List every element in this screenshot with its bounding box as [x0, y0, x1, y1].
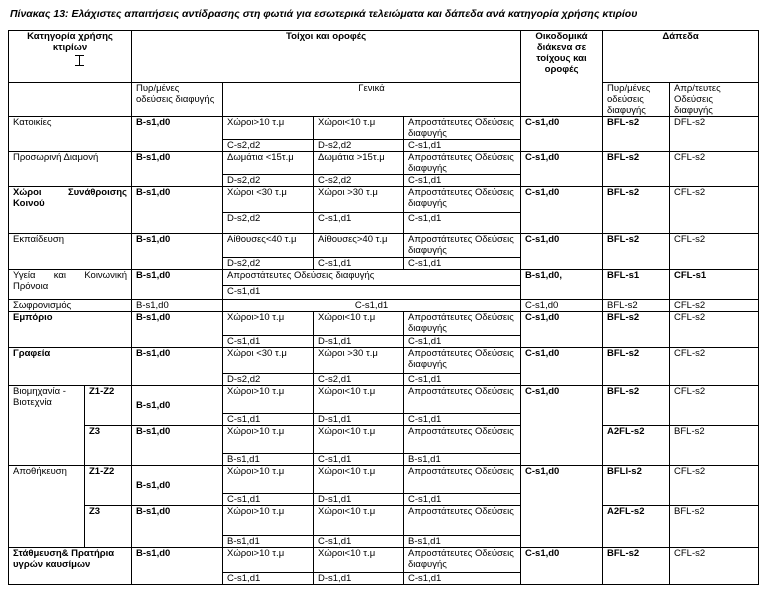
general-cell: C-s1,d1 — [314, 536, 404, 548]
category-label: Κατοικίες — [9, 117, 132, 152]
protected-value: B-s1,d0 — [132, 548, 223, 585]
general-cell: Απροστάτευτες Οδεύσεις διαφυγής — [404, 117, 521, 140]
table-row — [9, 466, 759, 494]
general-cell: Χώροι>10 τ.μ — [223, 506, 314, 536]
category-label: Προσωρινή Διαμονή — [9, 152, 132, 187]
protected-value: B-s1,d0 — [132, 466, 223, 506]
floor-protected-value: BFL-s2 — [603, 117, 670, 152]
category-label: Χώροι Συνάθροισης Κοινού — [9, 187, 132, 234]
general-cell: C-s1,d1 — [223, 336, 314, 348]
general-cell: C-s1,d1 — [314, 454, 404, 466]
general-cell: Απροστάτευτες Οδεύσεις διαφυγής — [404, 348, 521, 374]
text-cursor-icon — [79, 55, 80, 66]
gap-value: C-s1,d0 — [521, 466, 603, 548]
category-label: Γραφεία — [9, 348, 132, 386]
general-cell: C-s1,d1 — [404, 258, 521, 270]
general-cell: Απροστάτευτες Οδεύσεις διαφυγής — [404, 234, 521, 258]
general-cell: B-s1,d1 — [404, 454, 521, 466]
floor-protected-value: BFLl-s2 — [603, 466, 670, 506]
general-cell: C-s1,d1 — [314, 213, 404, 234]
subcategory-label: Z3 — [85, 506, 132, 548]
gap-value: C-s1,d0 — [521, 386, 603, 466]
floor-unprotected-value: CFL-s2 — [670, 548, 759, 585]
subcategory-label: Z3 — [85, 426, 132, 466]
general-cell: Χώροι>10 τ.μ — [223, 466, 314, 494]
gap-value: C-s1,d0 — [521, 152, 603, 187]
general-cell: C-s1,d1 — [223, 300, 521, 312]
general-cell: C-s1,d1 — [404, 213, 521, 234]
general-cell: B-s1,d1 — [223, 536, 314, 548]
protected-value: B-s1,d0 — [132, 117, 223, 152]
general-cell: C-s2,d1 — [314, 374, 404, 386]
gap-value: C-s1,d0 — [521, 548, 603, 585]
floor-protected-value: BFL-s2 — [603, 386, 670, 426]
floor-unprotected-value: CFL-s2 — [670, 300, 759, 312]
header-category: Κατηγορία χρήσης κτιρίων — [9, 31, 132, 83]
header-floors: Δάπεδα — [603, 31, 759, 83]
table-row — [9, 234, 759, 258]
table-row — [9, 506, 759, 536]
floor-unprotected-value: CFL-s1 — [670, 270, 759, 300]
floor-protected-value: BFL-s2 — [603, 300, 670, 312]
general-cell: D-s2,d2 — [223, 258, 314, 270]
floor-protected-value: BFL-s2 — [603, 348, 670, 386]
gap-value: B-s1,d0, — [521, 270, 603, 300]
general-cell: Απροστάτευτες Οδεύσεις — [404, 386, 521, 414]
general-cell: C-s2,d2 — [223, 140, 314, 152]
general-cell: Χώροι>10 τ.μ — [223, 312, 314, 336]
table-row — [9, 270, 759, 286]
gap-value: C-s1,d0 — [521, 312, 603, 348]
table-row — [9, 426, 759, 454]
general-cell: C-s1,d1 — [223, 573, 314, 585]
floor-unprotected-value: DFL-s2 — [670, 117, 759, 152]
general-cell: Χώροι<10 τ.μ — [314, 386, 404, 414]
general-cell: Απροστάτευτες Οδεύσεις — [404, 426, 521, 454]
general-cell: D-s2,d2 — [223, 213, 314, 234]
general-cell: C-s1,d1 — [404, 573, 521, 585]
table-row — [9, 187, 759, 213]
general-cell: C-s1,d1 — [404, 175, 521, 187]
table-caption: Πίνακας 13: Ελάχιστες απαιτήσεις αντίδρασης στη φωτιά για εσωτερικά τελειώματα και δάπεδα ανά κατηγορία χρήσης κτιρίου — [10, 8, 638, 20]
general-cell: Χώροι>10 τ.μ — [223, 426, 314, 454]
general-cell: Χώροι >30 τ.μ — [314, 348, 404, 374]
general-cell: D-s1,d1 — [314, 494, 404, 506]
subheader-protected-routes: Πυρ/μένες οδεύσεις διαφυγής — [132, 83, 223, 117]
floor-unprotected-value: BFL-s2 — [670, 506, 759, 548]
floor-unprotected-value: CFL-s2 — [670, 386, 759, 426]
general-cell: Χώροι <30 τ.μ — [223, 187, 314, 213]
header-building-gaps: Οικοδομικά διάκενα σε τοίχους και οροφές — [521, 31, 603, 117]
general-cell: C-s1,d1 — [223, 494, 314, 506]
floor-unprotected-value: CFL-s2 — [670, 234, 759, 270]
general-cell: Χώροι >30 τ.μ — [314, 187, 404, 213]
floor-protected-value: BFL-s2 — [603, 152, 670, 187]
floor-unprotected-value: CFL-s2 — [670, 348, 759, 386]
header-row — [9, 31, 759, 83]
gap-value: C-s1,d0 — [521, 234, 603, 270]
general-cell: Χώροι>10 τ.μ — [223, 117, 314, 140]
general-cell: C-s1,d1 — [223, 414, 314, 426]
general-cell: C-s2,d2 — [314, 175, 404, 187]
floor-protected-value: A2FL-s2 — [603, 426, 670, 466]
gap-value: C-s1,d0 — [521, 300, 603, 312]
table-row — [9, 300, 759, 312]
table-row — [9, 386, 759, 414]
fire-reaction-table — [8, 30, 759, 585]
general-cell: Χώροι>10 τ.μ — [223, 386, 314, 414]
protected-value: B-s1,d0 — [132, 348, 223, 386]
table-row — [9, 312, 759, 336]
floor-protected-value: A2FL-s2 — [603, 506, 670, 548]
table-row — [9, 548, 759, 573]
table-row — [9, 348, 759, 374]
protected-value: B-s1,d0 — [132, 152, 223, 187]
general-cell: Χώροι<10 τ.μ — [314, 506, 404, 536]
floor-protected-value: BFL-s2 — [603, 312, 670, 348]
general-cell: B-s1,d1 — [223, 454, 314, 466]
subcategory-label: Z1-Z2 — [85, 466, 132, 506]
general-cell: Αίθουσες>40 τ.μ — [314, 234, 404, 258]
general-cell: Χώροι<10 τ.μ — [314, 548, 404, 573]
general-cell: C-s1,d1 — [404, 140, 521, 152]
general-cell: Απροστάτευτες Οδεύσεις — [404, 506, 521, 536]
category-label: Βιομηχανία - Βιοτεχνία — [9, 386, 85, 466]
general-cell: Χώροι<10 τ.μ — [314, 466, 404, 494]
general-cell: D-s1,d1 — [314, 336, 404, 348]
subheader-floor-unprotected: Απρ/τευτες Οδεύσεις διαφυγής — [670, 83, 759, 117]
floor-unprotected-value: CFL-s2 — [670, 152, 759, 187]
general-cell: Απροστάτευτες Οδεύσεις διαφυγής — [404, 312, 521, 336]
gap-value: C-s1,d0 — [521, 117, 603, 152]
general-cell: C-s1,d1 — [314, 258, 404, 270]
table-row — [9, 152, 759, 175]
general-cell: Χώροι<10 τ.μ — [314, 426, 404, 454]
protected-value: B-s1,d0 — [132, 270, 223, 300]
general-cell: Απροστάτευτες Οδεύσεις — [404, 466, 521, 494]
category-label: Εμπόριο — [9, 312, 132, 348]
protected-value: B-s1,d0 — [132, 386, 223, 426]
floor-protected-value: BFL-s1 — [603, 270, 670, 300]
general-cell: Χώροι>10 τ.μ — [223, 548, 314, 573]
category-label: Στάθμευση& Πρατήρια υγρών καυσίμων — [9, 548, 132, 585]
subcategory-label: Z1-Z2 — [85, 386, 132, 426]
floor-unprotected-value: CFL-s2 — [670, 187, 759, 234]
gap-value: C-s1,d0 — [521, 187, 603, 234]
floor-protected-value: BFL-s2 — [603, 187, 670, 234]
floor-protected-value: BFL-s2 — [603, 234, 670, 270]
gap-value: C-s1,d0 — [521, 348, 603, 386]
floor-protected-value: BFL-s2 — [603, 548, 670, 585]
subheader-empty — [9, 83, 132, 117]
general-cell: Δωμάτια >15τ.μ — [314, 152, 404, 175]
general-cell: D-s2,d2 — [314, 140, 404, 152]
general-cell: D-s2,d2 — [223, 175, 314, 187]
floor-unprotected-value: BFL-s2 — [670, 426, 759, 466]
general-cell: C-s1,d1 — [404, 374, 521, 386]
protected-value: B-s1,d0 — [132, 312, 223, 348]
protected-value: B-s1,d0 — [132, 300, 223, 312]
floor-unprotected-value: CFL-s2 — [670, 312, 759, 348]
category-label: Εκπαίδευση — [9, 234, 132, 270]
subheader-general: Γενικά — [223, 83, 521, 117]
general-cell: D-s2,d2 — [223, 374, 314, 386]
general-cell: Απροστάτευτες Οδεύσεις διαφυγής — [404, 187, 521, 213]
category-label: Υγεία και Κοινωνική Πρόνοια — [9, 270, 132, 300]
general-cell: C-s1,d1 — [223, 286, 521, 300]
general-cell: Χώροι <30 τ.μ — [223, 348, 314, 374]
general-cell: Δωμάτια <15τ.μ — [223, 152, 314, 175]
general-cell: Αίθουσες<40 τ.μ — [223, 234, 314, 258]
subheader-floor-protected: Πυρ/μένες οδεύσεις διαφυγής — [603, 83, 670, 117]
protected-value: B-s1,d0 — [132, 234, 223, 270]
general-cell: C-s1,d1 — [404, 494, 521, 506]
general-cell: C-s1,d1 — [404, 414, 521, 426]
general-cell: D-s1,d1 — [314, 414, 404, 426]
general-cell: C-s1,d1 — [404, 336, 521, 348]
floor-unprotected-value: CFL-s2 — [670, 466, 759, 506]
category-label: Σωφρονισμός — [9, 300, 132, 312]
header-walls-ceilings: Τοίχοι και οροφές — [132, 31, 521, 83]
table-row — [9, 117, 759, 140]
category-label: Αποθήκευση — [9, 466, 85, 548]
general-cell: Απροστάτευτες Οδεύσεις διαφυγής — [404, 152, 521, 175]
general-cell: Απροστάτευτες Οδεύσεις διαφυγής — [404, 548, 521, 573]
general-cell: B-s1,d1 — [404, 536, 521, 548]
general-cell: Χώροι<10 τ.μ — [314, 312, 404, 336]
general-cell: D-s1,d1 — [314, 573, 404, 585]
general-cell: Απροστάτευτες Οδεύσεις διαφυγής — [223, 270, 521, 286]
protected-value: B-s1,d0 — [132, 506, 223, 548]
subheader-row — [9, 83, 759, 117]
protected-value: B-s1,d0 — [132, 187, 223, 234]
general-cell: Χώροι<10 τ.μ — [314, 117, 404, 140]
protected-value: B-s1,d0 — [132, 426, 223, 466]
